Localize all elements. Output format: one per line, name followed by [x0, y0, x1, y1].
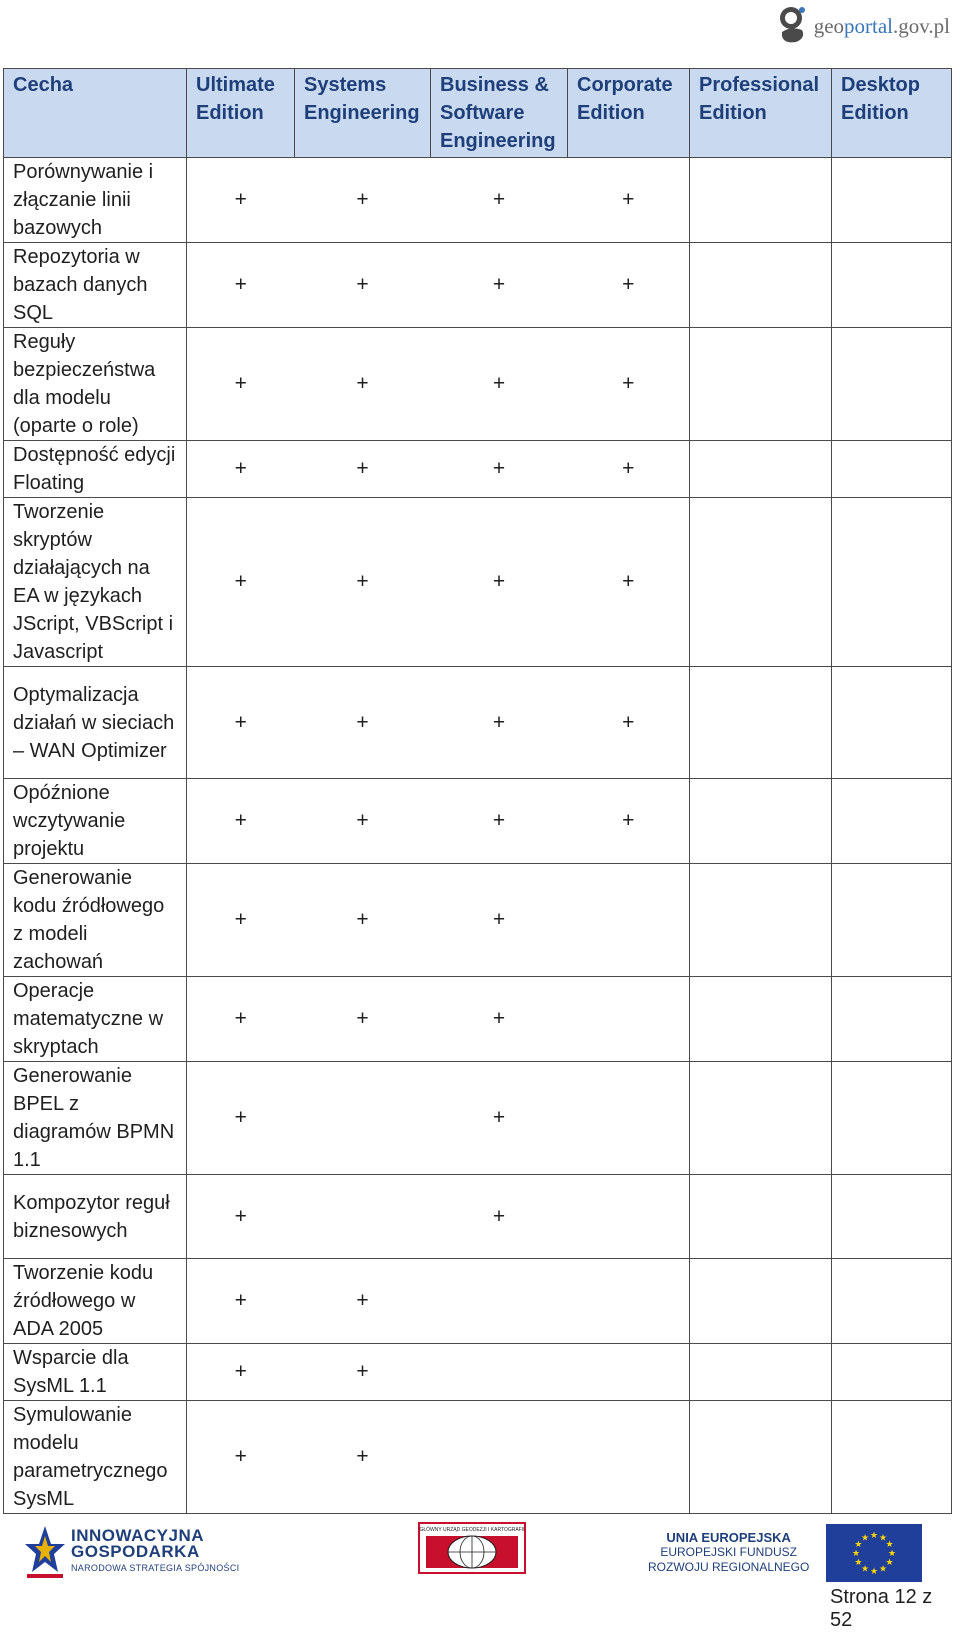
- ue-fund-label: [648, 1530, 809, 1575]
- feature-comparison-table: [3, 68, 952, 1514]
- edition-mark-cell: +: [431, 441, 568, 498]
- edition-mark-cell: [832, 667, 952, 779]
- eu-flag-icon: [826, 1524, 922, 1582]
- edition-mark-cell: +: [568, 158, 690, 243]
- edition-mark-cell: [568, 1401, 690, 1514]
- edition-mark-cell: +: [187, 498, 295, 667]
- edition-mark-cell: +: [295, 328, 431, 441]
- edition-mark-cell: +: [295, 158, 431, 243]
- edition-mark-cell: +: [187, 779, 295, 864]
- gugik-caption: GŁÓWNY URZĄD GEODEZJI I KARTOGRAFII: [419, 1527, 525, 1533]
- edition-mark-cell: [690, 1401, 832, 1514]
- eu-star-icon: ★: [878, 1532, 888, 1543]
- edition-mark-cell: +: [295, 243, 431, 328]
- edition-mark-cell: +: [187, 1344, 295, 1401]
- edition-mark-cell: +: [431, 158, 568, 243]
- edition-mark-cell: [568, 1344, 690, 1401]
- edition-mark-cell: +: [295, 1344, 431, 1401]
- edition-mark-cell: [431, 1344, 568, 1401]
- edition-mark-cell: +: [431, 977, 568, 1062]
- edition-mark-cell: [690, 1062, 832, 1175]
- edition-mark-cell: [568, 1175, 690, 1259]
- table-row: [4, 328, 952, 441]
- edition-mark-cell: [431, 1401, 568, 1514]
- edition-mark-cell: +: [431, 667, 568, 779]
- edition-mark-cell: [568, 1259, 690, 1344]
- edition-mark-cell: [832, 498, 952, 667]
- feature-cell: Opóźnione wczytywanie projektu: [4, 779, 187, 864]
- edition-mark-cell: [568, 977, 690, 1062]
- edition-mark-cell: +: [187, 667, 295, 779]
- ig-line1: INNOWACYJNA: [71, 1526, 205, 1545]
- table-row: [4, 1344, 952, 1401]
- edition-mark-cell: +: [295, 977, 431, 1062]
- edition-mark-cell: +: [295, 1401, 431, 1514]
- ig-line2: GOSPODARKA: [71, 1542, 200, 1561]
- feature-cell: Symulowanie modelu parametrycznego SysML: [4, 1401, 187, 1514]
- page-number: Strona 12 z 52: [830, 1586, 933, 1631]
- edition-mark-cell: +: [187, 977, 295, 1062]
- edition-mark-cell: +: [431, 498, 568, 667]
- edition-mark-cell: +: [431, 328, 568, 441]
- table-row: [4, 1062, 952, 1175]
- feature-cell: Optymalizacja działań w sieciach – WAN Optimizer: [4, 667, 187, 779]
- table-row: [4, 977, 952, 1062]
- eu-star-icon: ★: [887, 1548, 897, 1558]
- edition-mark-cell: +: [295, 779, 431, 864]
- edition-mark-cell: [568, 864, 690, 977]
- feature-cell: Porównywanie i złączanie linii bazowych: [4, 158, 187, 243]
- eu-star-icon: ★: [885, 1557, 894, 1567]
- geoportal-logo-text: geoportal.gov.pl: [813, 13, 950, 38]
- geoportal-g-icon: [776, 4, 810, 48]
- edition-mark-cell: +: [568, 441, 690, 498]
- edition-mark-cell: [690, 667, 832, 779]
- edition-mark-cell: +: [295, 864, 431, 977]
- edition-mark-cell: [832, 158, 952, 243]
- feature-cell: Dostępność edycji Floating: [4, 441, 187, 498]
- eu-star-icon: ★: [860, 1563, 870, 1574]
- edition-mark-cell: +: [568, 779, 690, 864]
- edition-mark-cell: [295, 1062, 431, 1175]
- edition-mark-cell: [690, 441, 832, 498]
- table-header-row: [4, 69, 952, 158]
- edition-mark-cell: +: [187, 158, 295, 243]
- eu-star-icon: ★: [854, 1557, 863, 1567]
- table-row: [4, 243, 952, 328]
- edition-mark-cell: +: [568, 667, 690, 779]
- edition-mark-cell: +: [295, 498, 431, 667]
- edition-mark-cell: +: [431, 1062, 568, 1175]
- geoportal-logo: [776, 4, 950, 48]
- table-row: [4, 667, 952, 779]
- table-row: [4, 498, 952, 667]
- edition-mark-cell: +: [187, 328, 295, 441]
- edition-mark-cell: [295, 1175, 431, 1259]
- table-row: [4, 779, 952, 864]
- feature-cell: Generowanie kodu źródłowego z modeli zachowań: [4, 864, 187, 977]
- edition-mark-cell: +: [431, 864, 568, 977]
- column-header: Corporate Edition: [568, 69, 690, 158]
- edition-mark-cell: [832, 1259, 952, 1344]
- edition-mark-cell: [832, 779, 952, 864]
- edition-mark-cell: [690, 1344, 832, 1401]
- table-row: [4, 158, 952, 243]
- edition-mark-cell: [832, 1062, 952, 1175]
- edition-mark-cell: +: [187, 864, 295, 977]
- edition-mark-cell: [690, 328, 832, 441]
- edition-mark-cell: +: [568, 498, 690, 667]
- ig-line3: NARODOWA STRATEGIA SPÓJNOŚCI: [71, 1563, 240, 1573]
- ue-line1: UNIA EUROPEJSKA: [666, 1530, 791, 1545]
- feature-cell: Generowanie BPEL z diagramów BPMN 1.1: [4, 1062, 187, 1175]
- feature-cell: Operacje matematyczne w skryptach: [4, 977, 187, 1062]
- edition-mark-cell: [690, 243, 832, 328]
- edition-mark-cell: [690, 1175, 832, 1259]
- edition-mark-cell: [690, 158, 832, 243]
- eu-star-icon: ★: [860, 1532, 870, 1543]
- edition-mark-cell: +: [187, 1062, 295, 1175]
- edition-mark-cell: [690, 1259, 832, 1344]
- edition-mark-cell: [568, 1062, 690, 1175]
- feature-cell: Repozytoria w bazach danych SQL: [4, 243, 187, 328]
- edition-mark-cell: [832, 1401, 952, 1514]
- footer-logos: [0, 1520, 960, 1631]
- eu-star-icon: ★: [869, 1566, 879, 1576]
- innowacyjna-gospodarka-logo: [25, 1524, 239, 1580]
- edition-mark-cell: +: [568, 243, 690, 328]
- edition-mark-cell: [431, 1259, 568, 1344]
- feature-cell: Wsparcie dla SysML 1.1: [4, 1344, 187, 1401]
- edition-mark-cell: +: [187, 1401, 295, 1514]
- column-header: Cecha: [4, 69, 187, 158]
- table-row: [4, 441, 952, 498]
- column-header: Desktop Edition: [832, 69, 952, 158]
- edition-mark-cell: [690, 977, 832, 1062]
- edition-mark-cell: [832, 243, 952, 328]
- column-header: Business & Software Engineering: [431, 69, 568, 158]
- edition-mark-cell: +: [187, 441, 295, 498]
- edition-mark-cell: [690, 864, 832, 977]
- eu-star-icon: ★: [851, 1548, 861, 1558]
- edition-mark-cell: +: [295, 1259, 431, 1344]
- edition-mark-cell: +: [431, 779, 568, 864]
- ue-line2: EUROPEJSKI FUNDUSZ: [660, 1545, 798, 1559]
- edition-mark-cell: +: [295, 441, 431, 498]
- column-header: Ultimate Edition: [187, 69, 295, 158]
- gugik-logo-icon: [418, 1522, 526, 1574]
- table-row: [4, 1401, 952, 1514]
- column-header: Systems Engineering: [295, 69, 431, 158]
- edition-mark-cell: [832, 441, 952, 498]
- ue-line3: ROZWOJU REGIONALNEGO: [648, 1560, 810, 1574]
- eu-star-icon: ★: [885, 1539, 894, 1549]
- table-row: [4, 864, 952, 977]
- ig-emblem-icon: [25, 1524, 65, 1580]
- eu-star-icon: ★: [869, 1530, 879, 1540]
- eu-star-icon: ★: [854, 1539, 863, 1549]
- edition-mark-cell: [832, 1344, 952, 1401]
- feature-cell: Reguły bezpieczeństwa dla modelu (oparte o role): [4, 328, 187, 441]
- edition-mark-cell: [690, 779, 832, 864]
- table-row: [4, 1175, 952, 1259]
- feature-cell: Kompozytor reguł biznesowych: [4, 1175, 187, 1259]
- feature-cell: Tworzenie kodu źródłowego w ADA 2005: [4, 1259, 187, 1344]
- edition-mark-cell: +: [431, 1175, 568, 1259]
- edition-mark-cell: +: [295, 667, 431, 779]
- column-header: Professional Edition: [690, 69, 832, 158]
- edition-mark-cell: +: [568, 328, 690, 441]
- edition-mark-cell: [690, 498, 832, 667]
- feature-cell: Tworzenie skryptów działających na EA w językach JScript, VBScript i Javascript: [4, 498, 187, 667]
- edition-mark-cell: [832, 977, 952, 1062]
- table-row: [4, 1259, 952, 1344]
- edition-mark-cell: [832, 864, 952, 977]
- eu-star-icon: ★: [878, 1563, 888, 1574]
- edition-mark-cell: +: [187, 243, 295, 328]
- edition-mark-cell: [832, 1175, 952, 1259]
- edition-mark-cell: +: [187, 1175, 295, 1259]
- edition-mark-cell: +: [187, 1259, 295, 1344]
- edition-mark-cell: [832, 328, 952, 441]
- edition-mark-cell: +: [431, 243, 568, 328]
